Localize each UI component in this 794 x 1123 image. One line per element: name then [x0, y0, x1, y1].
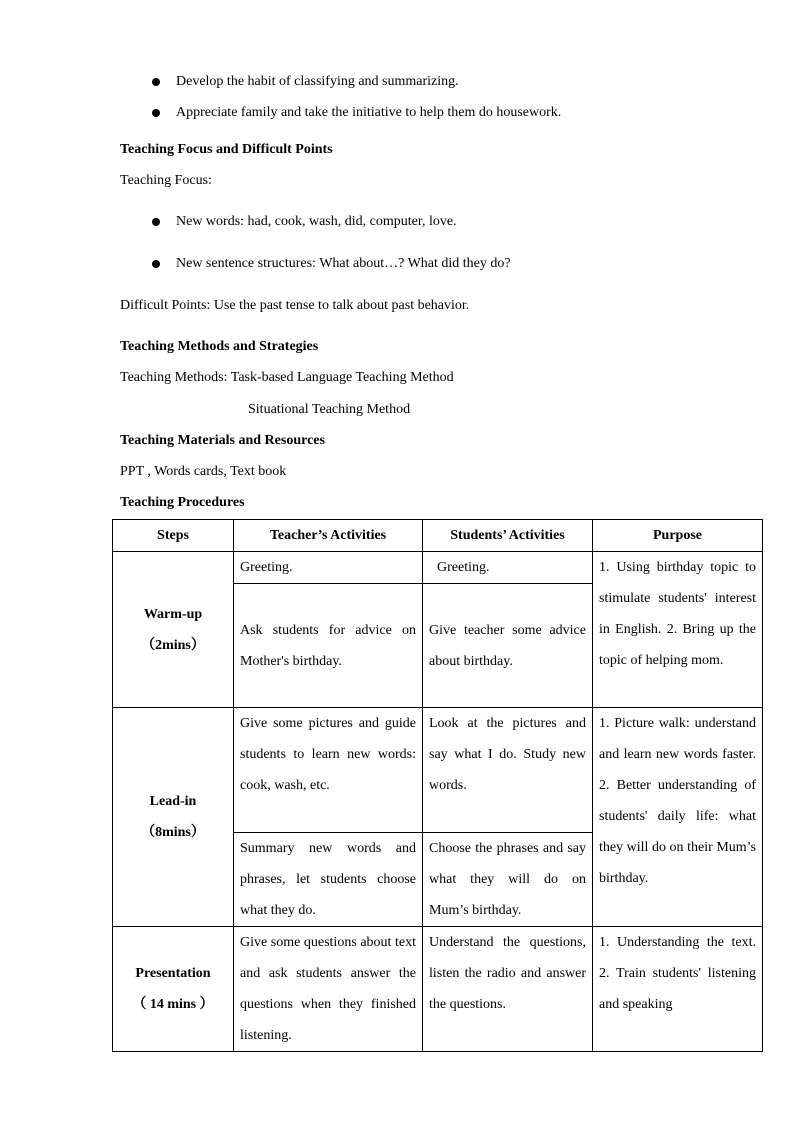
procedures-table: [112, 519, 763, 1052]
focus-item: New words: had, cook, wash, did, computer, love.: [176, 214, 457, 229]
step-time: （8mins）: [141, 825, 205, 840]
warmup-teacher-1: Greeting.: [234, 552, 423, 584]
presentation-student: Understand the questions, listen the radio and answer the questions.: [423, 927, 593, 1052]
header-teacher: Teacher’s Activities: [234, 520, 423, 552]
table-row: [113, 927, 763, 1052]
header-students: Students’ Activities: [423, 520, 593, 552]
table-header-row: [113, 520, 763, 552]
bullet-icon: [152, 260, 160, 268]
bullet-icon: [152, 109, 160, 117]
focus-item: New sentence structures: What about…? What did they do?: [176, 256, 511, 271]
methods-line-2: Situational Teaching Method: [248, 402, 411, 417]
objective-item: Appreciate family and take the initiative to help them do housework.: [176, 105, 562, 120]
presentation-teacher: Give some questions about text and ask students answer the questions when they finished listening.: [234, 927, 423, 1052]
step-name: Presentation: [135, 966, 211, 981]
warmup-teacher-2: Ask students for advice on Mother's birthday.: [234, 584, 423, 708]
procedures-heading: Teaching Procedures: [120, 495, 245, 510]
materials-heading: Teaching Materials and Resources: [120, 433, 325, 448]
warmup-student-1: Greeting.: [423, 552, 593, 584]
leadin-purpose: 1. Picture walk: understand and learn new words faster. 2. Better understanding of students' daily life: what they will do on their Mum’s birthday.: [593, 708, 763, 927]
step-warmup: [113, 552, 234, 708]
header-steps: Steps: [113, 520, 234, 552]
table-row: [113, 708, 763, 833]
warmup-purpose: 1. Using birthday topic to stimulate students' interest in English. 2. Bring up the topic of helping mom.: [593, 552, 763, 708]
leadin-student-1: Look at the pictures and say what I do. Study new words.: [423, 708, 593, 833]
step-name: Lead-in: [149, 794, 197, 809]
header-purpose: Purpose: [593, 520, 763, 552]
focus-heading: Teaching Focus and Difficult Points: [120, 142, 333, 157]
objective-item: Develop the habit of classifying and summarizing.: [176, 74, 459, 89]
methods-line-1: Teaching Methods: Task-based Language Teaching Method: [120, 370, 454, 385]
methods-heading: Teaching Methods and Strategies: [120, 339, 319, 354]
step-presentation: [113, 927, 234, 1052]
leadin-teacher-1: Give some pictures and guide students to learn new words: cook, wash, etc.: [234, 708, 423, 833]
materials-text: PPT , Words cards, Text book: [120, 464, 287, 479]
leadin-student-2: Choose the phrases and say what they will do on Mum’s birthday.: [423, 833, 593, 927]
leadin-teacher-2: Summary new words and phrases, let students choose what they do.: [234, 833, 423, 927]
table-row: [113, 552, 763, 584]
difficult-points: Difficult Points: Use the past tense to talk about past behavior.: [120, 298, 470, 313]
bullet-icon: [152, 218, 160, 226]
step-time: （ 14 mins ）: [132, 997, 214, 1012]
focus-label: Teaching Focus:: [120, 173, 212, 188]
presentation-purpose: 1. Understanding the text. 2. Train students' listening and speaking: [593, 927, 763, 1052]
step-leadin: [113, 708, 234, 927]
warmup-student-2: Give teacher some advice about birthday.: [423, 584, 593, 708]
bullet-icon: [152, 78, 160, 86]
step-time: （2mins）: [141, 637, 205, 653]
step-name: Warm-up: [143, 606, 203, 622]
